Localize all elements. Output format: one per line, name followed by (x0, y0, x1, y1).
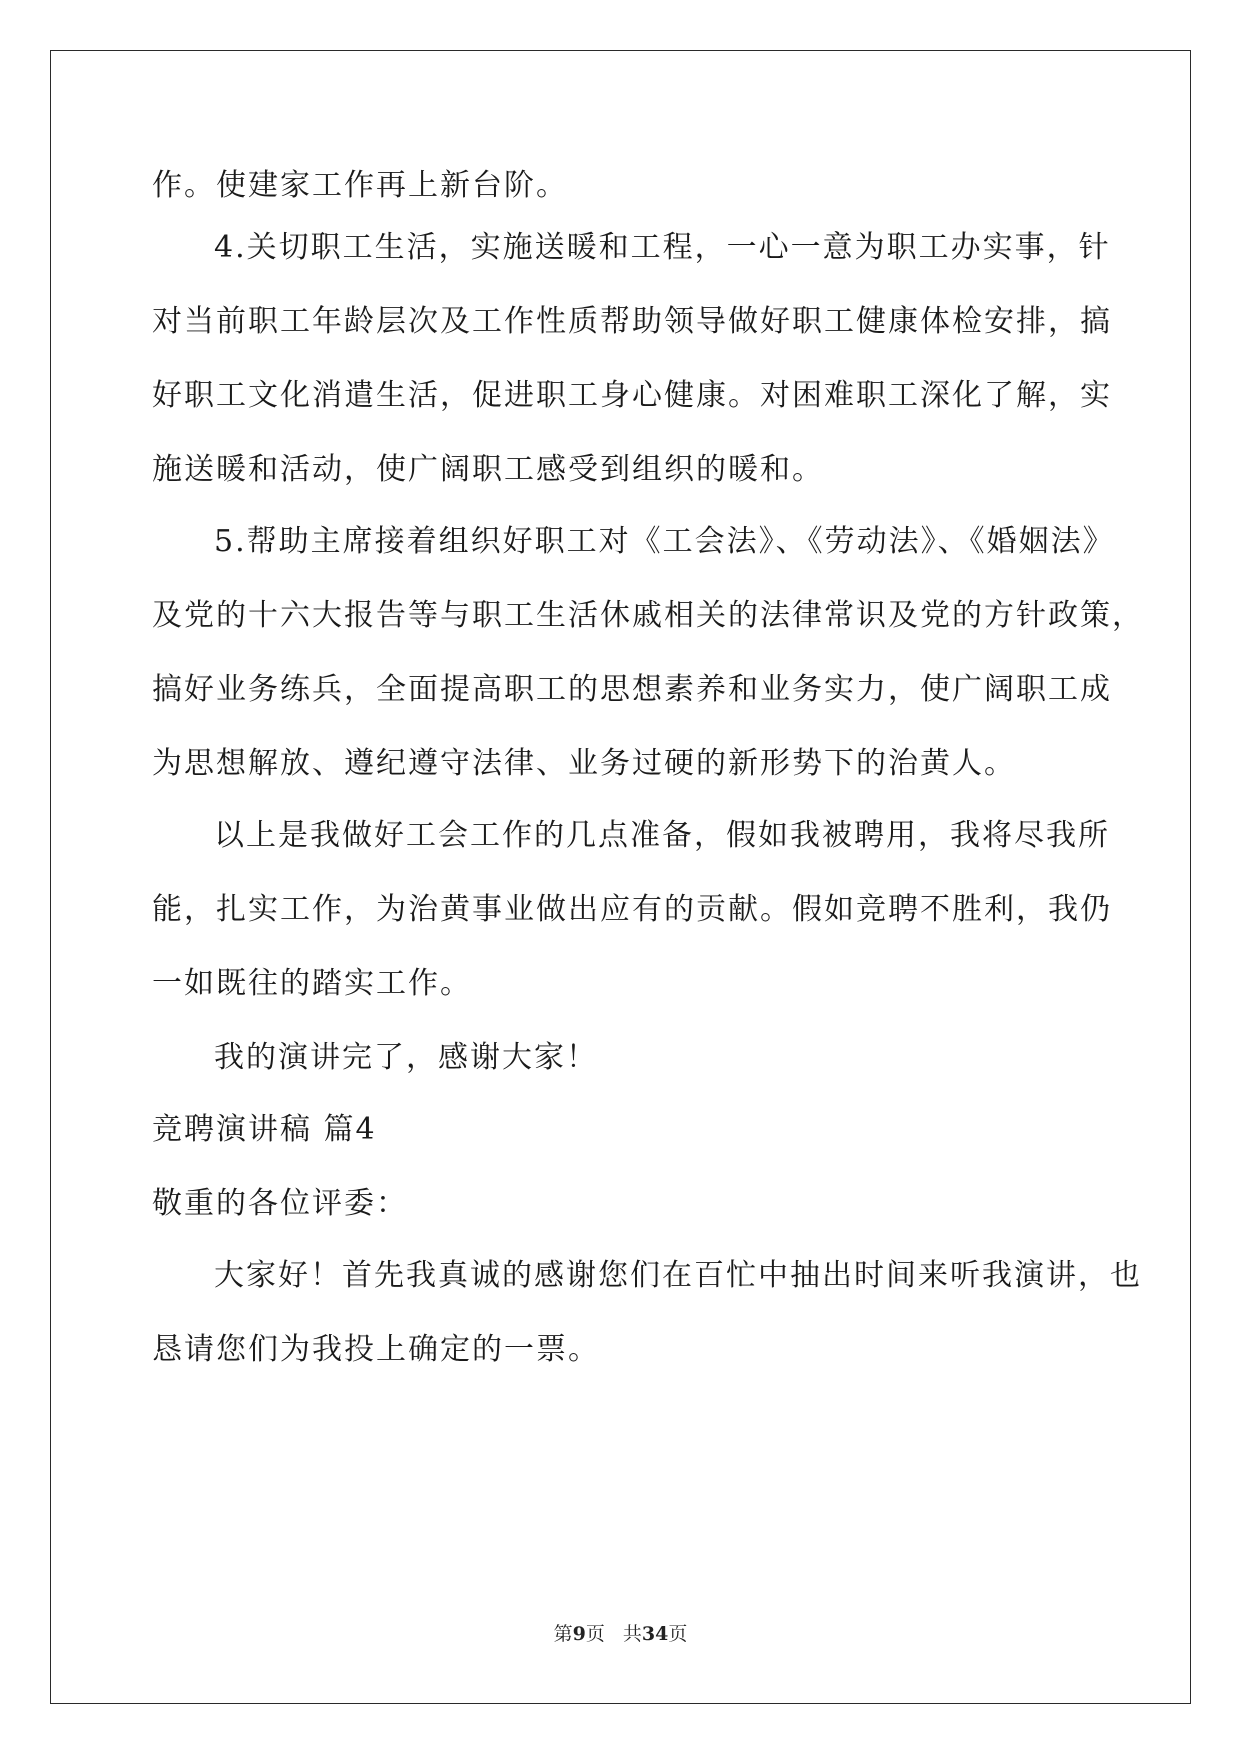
total-prefix: 共 (622, 1623, 642, 1645)
paragraph-line: 我的演讲完了，感谢大家！ (214, 1040, 598, 1075)
paragraph-line: 一如既往的踏实工作。 (152, 966, 472, 1001)
paragraph-line: 好职工文化消遣生活，促进职工身心健康。对困难职工深化了解，实 (152, 378, 1112, 413)
paragraph-line: 及党的十六大报告等与职工生活休戚相关的法律常识及党的方针政策， (152, 598, 1144, 633)
total-pages: 34 (641, 1623, 669, 1645)
section-heading: 竞聘演讲稿 篇4 (152, 1112, 377, 1147)
page-border (50, 50, 1191, 1704)
paragraph-line: 5.帮助主席接着组织好职工对《工会法》、《劳动法》、《婚姻法》 (214, 524, 1115, 559)
salutation-line: 敬重的各位评委： (152, 1186, 408, 1221)
paragraph-line: 能，扎实工作，为治黄事业做出应有的贡献。假如竞聘不胜利，我仍 (152, 892, 1112, 927)
paragraph-line: 施送暖和活动，使广阔职工感受到组织的暖和。 (152, 452, 824, 487)
page-number: 9 (572, 1623, 586, 1645)
paragraph-line: 大家好！首先我真诚的感谢您们在百忙中抽出时间来听我演讲，也 (214, 1258, 1142, 1293)
paragraph-line: 为思想解放、遵纪遵守法律、业务过硬的新形势下的治黄人。 (152, 746, 1016, 781)
paragraph-line: 以上是我做好工会工作的几点准备，假如我被聘用，我将尽我所 (214, 818, 1110, 853)
total-suffix: 页 (668, 1623, 688, 1645)
paragraph-line: 搞好业务练兵，全面提高职工的思想素养和业务实力，使广阔职工成 (152, 672, 1112, 707)
page-footer (0, 1622, 1241, 1646)
page-prefix: 第 (553, 1623, 573, 1645)
paragraph-line: 作。使建家工作再上新台阶。 (152, 168, 568, 203)
paragraph-line: 对当前职工年龄层次及工作性质帮助领导做好职工健康体检安排，搞 (152, 304, 1112, 339)
paragraph-line: 恳请您们为我投上确定的一票。 (152, 1332, 600, 1367)
page-suffix: 页 (585, 1623, 605, 1645)
paragraph-line: 4.关切职工生活，实施送暖和工程，一心一意为职工办实事，针 (214, 230, 1111, 265)
